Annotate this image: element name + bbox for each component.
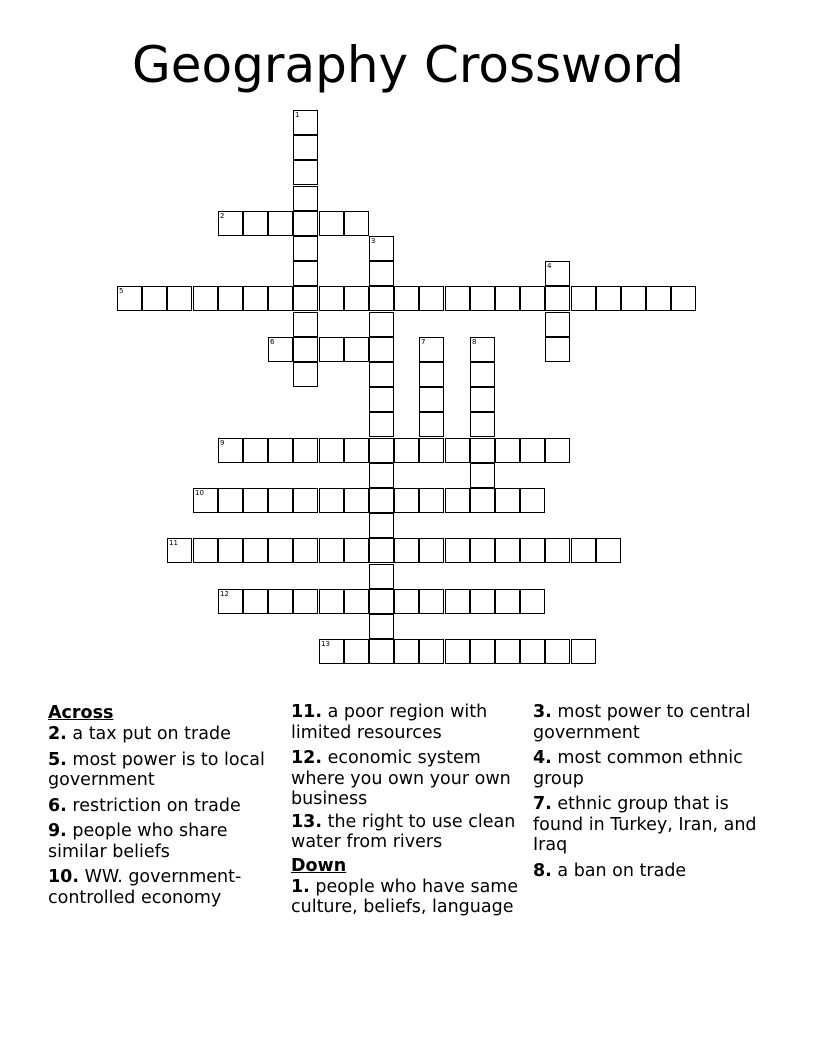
- grid-cell[interactable]: [495, 438, 520, 463]
- grid-cell[interactable]: [344, 538, 369, 563]
- grid-cell[interactable]: [621, 286, 646, 311]
- grid-cell[interactable]: [470, 412, 495, 437]
- grid-cell[interactable]: [419, 488, 444, 513]
- grid-cell[interactable]: [268, 438, 293, 463]
- grid-cell[interactable]: [293, 312, 318, 337]
- grid-cell[interactable]: [243, 538, 268, 563]
- grid-cell[interactable]: [319, 538, 344, 563]
- clue-text: a ban on trade: [557, 860, 687, 881]
- grid-cell[interactable]: [218, 589, 243, 614]
- cell-number: 2: [220, 212, 225, 220]
- grid-cell[interactable]: [545, 337, 570, 362]
- grid-cell[interactable]: [445, 639, 470, 664]
- grid-cell[interactable]: [470, 362, 495, 387]
- grid-cell[interactable]: [646, 286, 671, 311]
- clue-text: a tax put on trade: [72, 724, 231, 744]
- clue-across-2: [48, 724, 274, 745]
- grid-cell[interactable]: [671, 286, 696, 311]
- grid-cell[interactable]: [545, 312, 570, 337]
- grid-cell[interactable]: [571, 286, 596, 311]
- grid-cell[interactable]: [268, 211, 293, 236]
- grid-cell[interactable]: [218, 538, 243, 563]
- grid-cell[interactable]: [520, 589, 545, 614]
- grid-cell[interactable]: [445, 488, 470, 513]
- grid-cell[interactable]: [470, 337, 495, 362]
- grid-cell[interactable]: [545, 538, 570, 563]
- clue-number: 4.: [533, 748, 552, 768]
- clue-number: 3.: [533, 702, 552, 722]
- grid-cell[interactable]: [495, 538, 520, 563]
- grid-cell[interactable]: [369, 639, 394, 664]
- grid-cell[interactable]: [344, 286, 369, 311]
- cell-number: 1: [295, 111, 300, 119]
- clue-down-1: [291, 877, 519, 918]
- clue-down-3: [533, 702, 758, 743]
- grid-cell[interactable]: [394, 286, 419, 311]
- grid-cell[interactable]: [369, 513, 394, 538]
- grid-cell[interactable]: [369, 412, 394, 437]
- clue-number: 12.: [291, 748, 323, 768]
- grid-cell[interactable]: [419, 362, 444, 387]
- grid-cell[interactable]: [319, 639, 344, 664]
- grid-cell[interactable]: [445, 286, 470, 311]
- grid-cell[interactable]: [369, 286, 394, 311]
- clue-number: 5.: [48, 749, 67, 770]
- grid-cell[interactable]: [293, 337, 318, 362]
- clue-across-10: [48, 867, 274, 908]
- grid-cell[interactable]: [293, 286, 318, 311]
- grid-cell[interactable]: [344, 337, 369, 362]
- grid-cell[interactable]: [369, 538, 394, 563]
- cell-number: 8: [472, 338, 477, 346]
- grid-cell[interactable]: [369, 312, 394, 337]
- grid-cell[interactable]: [369, 236, 394, 261]
- grid-cell[interactable]: [268, 286, 293, 311]
- cell-number: 5: [119, 287, 124, 295]
- grid-cell[interactable]: [495, 286, 520, 311]
- down-heading: Down: [291, 855, 347, 876]
- grid-cell[interactable]: [545, 639, 570, 664]
- grid-cell[interactable]: [293, 236, 318, 261]
- grid-cell[interactable]: [243, 438, 268, 463]
- grid-cell[interactable]: [596, 538, 621, 563]
- grid-cell[interactable]: [369, 337, 394, 362]
- grid-cell[interactable]: [344, 639, 369, 664]
- grid-cell[interactable]: [117, 286, 142, 311]
- grid-cell[interactable]: [319, 438, 344, 463]
- grid-cell[interactable]: [293, 110, 318, 135]
- grid-cell[interactable]: [470, 387, 495, 412]
- grid-cell[interactable]: [293, 186, 318, 211]
- grid-cell[interactable]: [268, 538, 293, 563]
- grid-cell[interactable]: [369, 438, 394, 463]
- grid-cell[interactable]: [293, 160, 318, 185]
- grid-cell[interactable]: [470, 589, 495, 614]
- cell-number: 4: [547, 262, 552, 270]
- grid-cell[interactable]: [193, 488, 218, 513]
- grid-cell[interactable]: [369, 261, 394, 286]
- grid-cell[interactable]: [293, 438, 318, 463]
- clue-down-8: [533, 861, 758, 882]
- clue-number: 7.: [533, 794, 552, 814]
- clue-text: most power to central government: [533, 702, 751, 743]
- grid-cell[interactable]: [545, 438, 570, 463]
- grid-cell[interactable]: [394, 438, 419, 463]
- grid-cell[interactable]: [419, 412, 444, 437]
- grid-cell[interactable]: [369, 488, 394, 513]
- grid-cell[interactable]: [470, 639, 495, 664]
- clue-number: 9.: [48, 821, 67, 841]
- grid-cell[interactable]: [319, 337, 344, 362]
- grid-cell[interactable]: [419, 337, 444, 362]
- grid-cell[interactable]: [243, 211, 268, 236]
- cell-number: 12: [220, 590, 229, 598]
- cell-number: 13: [321, 640, 330, 648]
- grid-cell[interactable]: [495, 589, 520, 614]
- grid-cell[interactable]: [369, 614, 394, 639]
- grid-cell[interactable]: [142, 286, 167, 311]
- across-heading: Across: [48, 703, 114, 723]
- clue-text: WW. government-controlled economy: [48, 867, 242, 908]
- grid-cell[interactable]: [243, 488, 268, 513]
- grid-cell[interactable]: [470, 488, 495, 513]
- grid-cell[interactable]: [369, 589, 394, 614]
- clue-text: the right to use clean water from rivers: [291, 811, 516, 852]
- grid-cell[interactable]: [369, 387, 394, 412]
- clue-across-9: [48, 821, 274, 862]
- grid-cell[interactable]: [218, 211, 243, 236]
- grid-cell[interactable]: [193, 538, 218, 563]
- clue-number: 11.: [291, 702, 323, 722]
- grid-cell[interactable]: [495, 639, 520, 664]
- grid-cell[interactable]: [218, 488, 243, 513]
- clue-number: 2.: [48, 724, 67, 744]
- clue-column-2: [291, 702, 519, 923]
- clue-number: 8.: [533, 860, 552, 881]
- clue-column-3: [533, 702, 758, 886]
- grid-cell[interactable]: [520, 438, 545, 463]
- grid-cell[interactable]: [394, 589, 419, 614]
- grid-cell[interactable]: [545, 286, 570, 311]
- grid-cell[interactable]: [419, 538, 444, 563]
- grid-cell[interactable]: [419, 286, 444, 311]
- grid-cell[interactable]: [419, 589, 444, 614]
- grid-cell[interactable]: [571, 639, 596, 664]
- grid-cell[interactable]: [419, 438, 444, 463]
- grid-cell[interactable]: [394, 488, 419, 513]
- grid-cell[interactable]: [167, 538, 192, 563]
- cell-number: 6: [270, 338, 275, 346]
- grid-cell[interactable]: [571, 538, 596, 563]
- clue-across-12: [291, 748, 519, 810]
- clue-down-4: [533, 748, 758, 789]
- puzzle-title: Geography Crossword: [132, 36, 684, 94]
- clue-column-1: [48, 702, 274, 913]
- grid-cell[interactable]: [268, 589, 293, 614]
- grid-cell[interactable]: [369, 564, 394, 589]
- grid-cell[interactable]: [293, 538, 318, 563]
- grid-cell[interactable]: [319, 286, 344, 311]
- grid-cell[interactable]: [419, 387, 444, 412]
- cell-number: 3: [371, 237, 376, 245]
- grid-cell[interactable]: [293, 135, 318, 160]
- grid-cell[interactable]: [193, 286, 218, 311]
- grid-cell[interactable]: [218, 438, 243, 463]
- grid-cell[interactable]: [344, 438, 369, 463]
- grid-cell[interactable]: [445, 438, 470, 463]
- clue-text: most power is to local government: [48, 749, 265, 790]
- grid-cell[interactable]: [268, 488, 293, 513]
- grid-cell[interactable]: [319, 488, 344, 513]
- grid-cell[interactable]: [520, 488, 545, 513]
- grid-cell[interactable]: [344, 488, 369, 513]
- grid-cell[interactable]: [319, 211, 344, 236]
- grid-cell[interactable]: [520, 639, 545, 664]
- cell-number: 10: [195, 489, 204, 497]
- grid-cell[interactable]: [268, 337, 293, 362]
- clue-text: people who have same culture, beliefs, language: [291, 876, 519, 917]
- grid-cell[interactable]: [293, 211, 318, 236]
- grid-cell[interactable]: [520, 538, 545, 563]
- grid-cell[interactable]: [319, 589, 344, 614]
- grid-cell[interactable]: [596, 286, 621, 311]
- grid-cell[interactable]: [470, 538, 495, 563]
- clue-across-5: [48, 750, 274, 791]
- clue-text: restriction on trade: [72, 795, 241, 816]
- grid-cell[interactable]: [445, 589, 470, 614]
- clue-number: 1.: [291, 876, 310, 897]
- grid-cell[interactable]: [167, 286, 192, 311]
- cell-number: 9: [220, 439, 225, 447]
- grid-cell[interactable]: [293, 362, 318, 387]
- grid-cell[interactable]: [470, 286, 495, 311]
- grid-cell[interactable]: [445, 538, 470, 563]
- grid-cell[interactable]: [344, 211, 369, 236]
- grid-cell[interactable]: [344, 589, 369, 614]
- grid-cell[interactable]: [470, 438, 495, 463]
- clue-down-7: [533, 794, 758, 856]
- grid-cell[interactable]: [243, 589, 268, 614]
- grid-cell[interactable]: [369, 463, 394, 488]
- grid-cell[interactable]: [218, 286, 243, 311]
- grid-cell[interactable]: [293, 261, 318, 286]
- clue-text: people who share similar beliefs: [48, 821, 228, 862]
- grid-cell[interactable]: [495, 488, 520, 513]
- clue-number: 10.: [48, 867, 80, 887]
- clue-text: ethnic group that is found in Turkey, Iran, and Iraq: [533, 794, 757, 855]
- grid-cell[interactable]: [394, 538, 419, 563]
- grid-cell[interactable]: [545, 261, 570, 286]
- grid-cell[interactable]: [470, 463, 495, 488]
- clue-text: economic system where you own your own business: [291, 748, 511, 809]
- grid-cell[interactable]: [369, 362, 394, 387]
- grid-cell[interactable]: [293, 488, 318, 513]
- grid-cell[interactable]: [520, 286, 545, 311]
- clue-text: most common ethnic group: [533, 748, 743, 789]
- grid-cell[interactable]: [293, 589, 318, 614]
- clue-number: 13.: [291, 811, 323, 832]
- grid-cell[interactable]: [394, 639, 419, 664]
- clue-across-11: [291, 702, 519, 743]
- grid-cell[interactable]: [419, 639, 444, 664]
- grid-cell[interactable]: [243, 286, 268, 311]
- clue-across-13: [291, 812, 519, 853]
- cell-number: 7: [421, 338, 426, 346]
- cell-number: 11: [169, 539, 178, 547]
- clue-across-6: [48, 796, 274, 817]
- clue-text: a poor region with limited resources: [291, 702, 488, 743]
- clue-number: 6.: [48, 795, 67, 816]
